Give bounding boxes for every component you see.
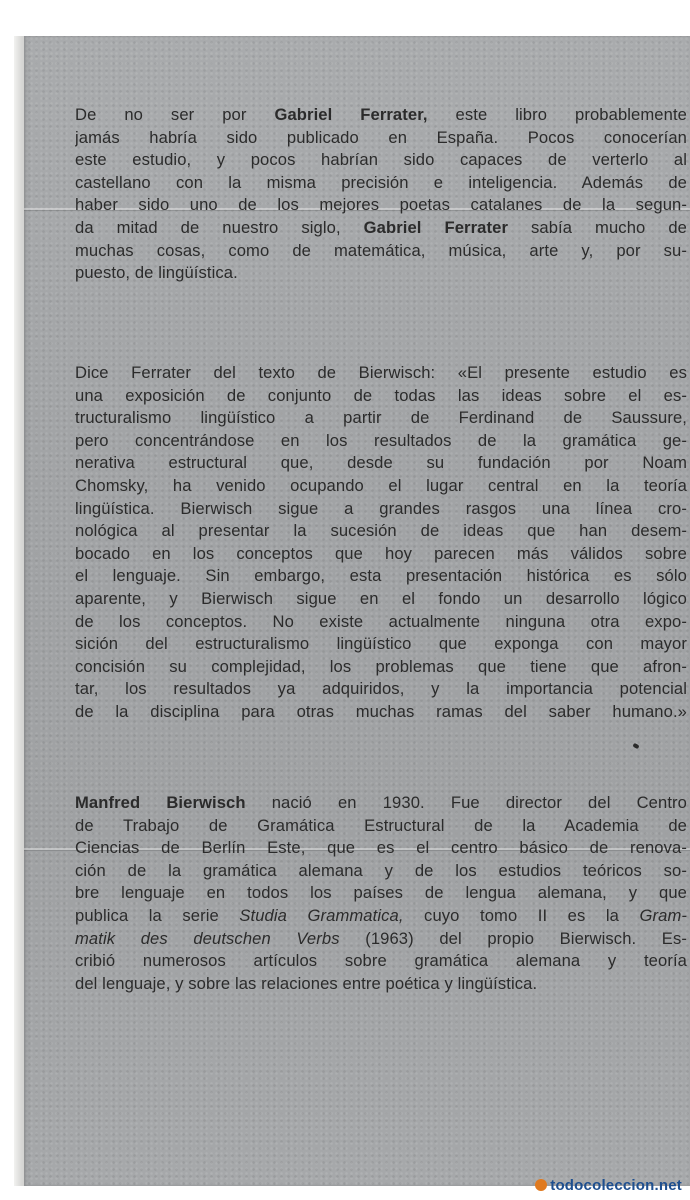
p2-line-1: Dice Ferrater del texto de Bierwisch: «El presente estudio es <box>75 363 687 382</box>
p3-line-3: Ciencias de Berlín Este, que es el centro básico de renova- <box>75 838 687 858</box>
p1-line-2: jamás habría sido publicado en España. Pocos conocerían <box>75 127 687 147</box>
p3-line-9: del lenguaje, y sobre las relaciones entre poética y lingüística. <box>75 973 538 993</box>
p2-line-8: nológica al presentar la sucesión de ideas que han desem- <box>75 521 687 541</box>
p1-line-5: haber sido uno de los mejores poetas catalanes de la segun- <box>75 195 687 215</box>
p2-line-11: aparente, y Bierwisch sigue en el fondo un desarrollo lógico <box>75 588 687 608</box>
p2-line-3: tructuralismo lingüístico a partir de Ferdinand de Saussure, <box>75 408 687 428</box>
author-name: Manfred Bierwisch <box>75 793 246 812</box>
p2-line-9: bocado en los conceptos que hoy parecen más válidos sobre <box>75 543 687 563</box>
book-title: matik des deutschen Verbs <box>75 928 340 948</box>
p3-line-6: publica la serie Studia Grammatica, cuyo tomo II es la Gram- <box>75 905 687 925</box>
p2-line-13: sición del estructuralismo lingüístico que exponga con mayor <box>75 634 687 654</box>
p2-line-7: lingüística. Bierwisch sigue a grandes rasgos una línea cro- <box>75 498 687 518</box>
p3-line-5: bre lenguaje en todos los países de lengua alemana, y que <box>75 883 687 903</box>
paragraph-ferrater-quote <box>75 362 687 724</box>
p1-line-4: castellano con la misma precisión e inteligencia. Además de <box>75 172 687 192</box>
p3-line-8: cribió numerosos artículos sobre gramática alemana y teoría <box>75 951 687 971</box>
p2-line-4: pero concentrándose en los resultados de la gramática ge- <box>75 430 687 450</box>
p2-line-14: concisión su complejidad, los problemas que tiene que afron- <box>75 656 687 676</box>
p2-line-10: el lenguaje. Sin embargo, esta presentación histórica es sólo <box>75 566 687 586</box>
p2-line-5: nerativa estructural que, desde su fundación por Noam <box>75 453 687 473</box>
paragraph-author-bio <box>75 792 687 995</box>
p2-line-12: de los conceptos. No existe actualmente ninguna otra expo- <box>75 611 687 631</box>
p2-line-16: de la disciplina para otras muchas ramas del saber humano.» <box>75 701 687 721</box>
p1-line-1: De no ser por Gabriel Ferrater, este libro probablemente <box>75 105 687 124</box>
p1-line-3: este estudio, y pocos habrían sido capaces de verterlo al <box>75 150 687 170</box>
p3-line-7: matik des deutschen Verbs (1963) del propio Bierwisch. Es- <box>75 928 687 948</box>
p2-line-2: una exposición de conjunto de todas las ideas sobre el es- <box>75 385 687 405</box>
p2-line-6: Chomsky, ha venido ocupando el lugar central en la teoría <box>75 475 687 495</box>
p3-line-4: ción de la gramática alemana y de los estudios teóricos so- <box>75 860 687 880</box>
p1-line-6: da mitad de nuestro siglo, Gabriel Ferrater sabía mucho de <box>75 217 687 237</box>
watermark-logo <box>535 1177 682 1194</box>
p1-line-7: muchas cosas, como de matemática, música, arte y, por su- <box>75 240 687 260</box>
p2-line-15: tar, los resultados ya adquiridos, y la importancia potencial <box>75 679 687 699</box>
series-title: Studia Grammatica, <box>239 905 404 925</box>
watermark-text: todocoleccion.net <box>550 1177 682 1194</box>
p3-line-1: Manfred Bierwisch nació en 1930. Fue director del Centro <box>75 793 687 812</box>
paragraph-ferrater-intro <box>75 104 687 285</box>
p3-line-2: de Trabajo de Gramática Estructural de la Academia de <box>75 815 687 835</box>
p1-line-8: puesto, de lingüística. <box>75 263 238 283</box>
watermark-dot-icon <box>535 1179 547 1191</box>
